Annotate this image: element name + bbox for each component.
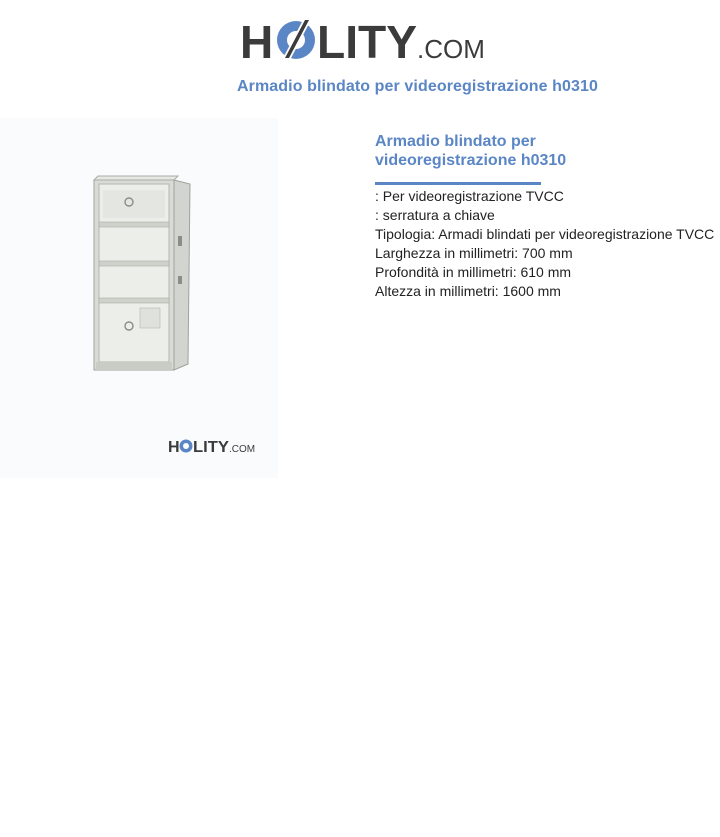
page-title: Armadio blindato per videoregistrazione h0310 xyxy=(236,78,599,95)
title-divider xyxy=(375,182,541,185)
spec-item: : Per videoregistrazione TVCC xyxy=(375,188,564,204)
product-details xyxy=(375,132,720,301)
svg-text:LITY: LITY xyxy=(317,16,417,67)
logo-o-mark xyxy=(277,18,315,60)
spec-item: Altezza in millimetri: 1600 mm xyxy=(375,283,561,299)
spec-item: Profondità in millimetri: 610 mm xyxy=(375,264,572,280)
product-name: Armadio blindato per videoregistrazione h0310 xyxy=(375,133,567,169)
holity-logo-graphic xyxy=(240,12,490,67)
svg-text:LITY: LITY xyxy=(193,439,230,456)
svg-text:.COM: .COM xyxy=(229,444,256,455)
svg-text:.COM: .COM xyxy=(417,34,485,64)
svg-text:H: H xyxy=(168,439,180,456)
spec-item: : serratura a chiave xyxy=(375,207,495,223)
spec-item: Tipologia: Armadi blindati per videoregistrazione TVCC xyxy=(375,226,715,242)
holity-logo[interactable] xyxy=(240,12,490,67)
spec-list xyxy=(375,187,720,301)
product-image xyxy=(0,118,278,478)
armored-cabinet-illustration xyxy=(0,118,278,478)
spec-item: Larghezza in millimetri: 700 mm xyxy=(375,245,573,261)
svg-text:H: H xyxy=(240,16,274,67)
